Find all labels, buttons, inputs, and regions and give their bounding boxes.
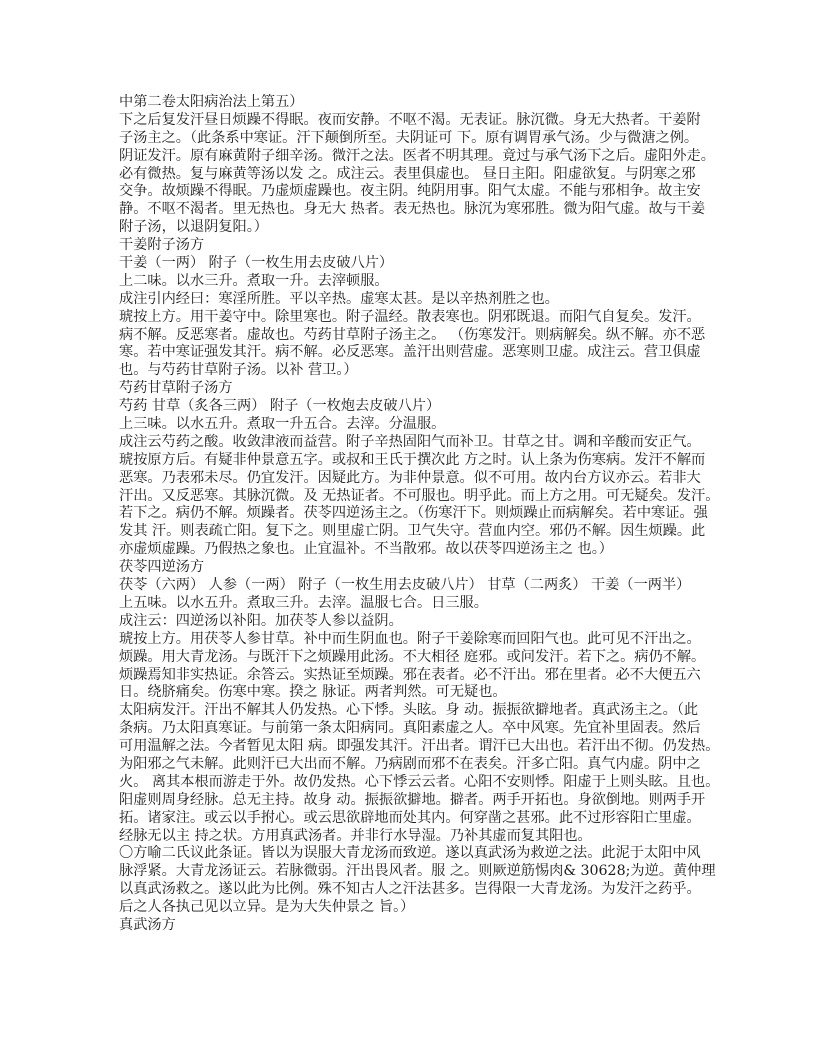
- text-line: 必有微热。复与麻黄等汤以发 之。成注云。表里俱虚也。 昼日主阳。阳虚欲复。与阴寒之邪: [119, 165, 696, 182]
- text-line: 经脉无以主 持之状。方用真武汤者。并非行水导湿。乃补其虚而复其阳也。: [119, 827, 592, 844]
- formula-title: [119, 935, 709, 953]
- text-line: 下之后复发汗昼日烦躁不得眠。夜而安静。不呕不渴。无表证。脉沉微。身无大热者。干姜附: [119, 111, 701, 128]
- ingredients-line: 芍药 甘草（炙各三两） 附子（一枚炮去皮破八片）: [119, 398, 441, 415]
- text-line: 烦躁。用大青龙汤。与既汗下之烦躁用此汤。不大相径 庭邪。或问发汗。若下之。病仍不解。: [119, 648, 706, 665]
- formula-title: 茯苓四逆汤方: [119, 559, 205, 576]
- text-line: 交争。故烦躁不得眠。乃虚烦虚躁也。夜主阴。纯阴用事。阳气太虚。不能与邪相争。故主安: [119, 183, 701, 200]
- text-line: 也。与芍药甘草附子汤。以补 营卫。）: [119, 362, 358, 379]
- text-line: 亦虚烦虚躁。乃假热之象也。止宜温补。不当散邪。故以茯苓四逆汤主之 也。）: [119, 541, 613, 558]
- text-line: 〇方喻二氏议此条证。皆以为误服大青龙汤而致逆。遂以真武汤为救逆之法。此泥于太阳中风: [119, 845, 701, 862]
- text-line: 成注云：四逆汤以补阳。加茯苓人参以益阴。: [119, 612, 403, 629]
- chapter-heading: 中第二卷太阳病治法上第五）: [119, 94, 304, 110]
- text-line: 烦躁焉知非实热证。余答云。实热证至烦躁。邪在表者。必不汗出。邪在里者。必不大便五六: [119, 666, 701, 683]
- text-line: 成注引内经曰：寒淫所胜。平以辛热。虚寒太甚。是以辛热剂胜之也。: [119, 290, 559, 307]
- text-line: 阳虚则周身经脉。总无主持。故身 动。振振欲擗地。擗者。两手开拓也。身欲倒地。则两手开: [119, 791, 706, 808]
- text-line: 恶寒。乃表邪未尽。仍宜发汗。因疑此方。为非仲景意。似不可用。故内台方议亦云。若非大: [119, 469, 701, 486]
- text-line: 若下之。病仍不解。烦躁者。茯苓四逆汤主之。（伤寒汗下。则烦躁止而病解矣。若中寒证。强: [119, 505, 708, 522]
- ingredients-line: 茯苓（六两） 人参（一两） 附子（一枚生用去皮破八片） 甘草（二两炙） 干姜（一两半）: [119, 577, 691, 594]
- text-line: 后之人各执己见以立异。是为大失仲景之 旨。）: [119, 899, 415, 916]
- text-line: 静。不呕不渴者。里无热也。身无大 热者。表无热也。脉沉为寒邪胜。微为阳气虚。故与干姜: [119, 201, 706, 218]
- text-line: 为阳邪之气未解。此则汗已大出而不解。乃病剧而邪不在表矣。汗多亡阳。真气内虚。阴中之: [119, 755, 701, 772]
- text-line: 日。绕脐痛矣。伤寒中寒。揆之 脉证。两者判然。可无疑也。: [119, 684, 507, 701]
- text-line: 可用温解之法。今者暂见太阳 病。即强发其汗。汗出者。谓汗已大出也。若汗出不彻。仍发热。: [119, 738, 720, 755]
- text-line: 上二味。以水三升。煮取一升。去滓顿服。: [119, 272, 389, 289]
- text-line: 上五味。以水五升。煮取三升。去滓。温服七合。日三服。: [119, 594, 488, 611]
- document-page: [119, 94, 720, 953]
- text-line: 琥按原方后。有疑非仲景意五字。或叔和王氏于撰次此 方之时。认上条为伤寒病。发汗不解而: [119, 451, 706, 468]
- formula-title: 干姜附子汤方: [119, 237, 205, 254]
- formula-title: 芍药甘草附子汤方: [119, 380, 233, 397]
- text-line: 琥按上方。用干姜守中。除里寒也。附子温经。散表寒也。阴邪既退。而阳气自复矣。发汗。: [119, 308, 701, 325]
- text-line: 汗出。又反恶寒。其脉沉微。及 无热证者。不可服也。明乎此。而上方之用。可无疑矣。发汗。: [119, 487, 720, 504]
- text-line: 琥按上方。用茯苓人参甘草。补中而生阴血也。附子干姜除寒而回阳气也。此可见不汗出之。: [119, 630, 701, 647]
- text-line: 真武汤方: [119, 916, 176, 933]
- text-line: 成注云芍药之酸。收敛津液而益营。附子辛热固阳气而补卫。甘草之甘。调和辛酸而安正气。: [119, 433, 701, 450]
- text-line: 病不解。反恶寒者。虚故也。芍药甘草附子汤主之。 （伤寒发汗。则病解矣。纵不解。亦不恶: [119, 326, 706, 343]
- text-line: 寒。若中寒证强发其汗。病不解。必反恶寒。盖汗出则营虚。恶寒则卫虚。成注云。营卫俱虚: [119, 344, 701, 361]
- text-line: 拓。诸家注。或云以手拊心。或云思欲辟地而处其内。何穿凿之甚邪。此不过形容阳亡里虚。: [119, 809, 701, 826]
- text-line: 阴证发汗。原有麻黄附子细辛汤。微汗之法。医者不明其理。竟过与承气汤下之后。虚阳外走。: [119, 147, 715, 164]
- text-line: 发其 汗。则表疏亡阳。复下之。则里虚亡阴。卫气失守。营血内空。邪仍不解。因生烦躁。此: [119, 523, 706, 540]
- ingredients-line: 干姜（一两） 附子（一枚生用去皮破八片）: [119, 255, 394, 272]
- text-line: 脉浮紧。大青龙汤证云。若脉微弱。汗出畏风者。服 之。则厥逆筋惕肉& 30628;为逆。黄仲理: [119, 863, 716, 880]
- text-line: 附子汤，以退阴复阳。）: [119, 219, 268, 236]
- text-line: 条病。乃太阳真寒证。与前第一条太阳病同。真阳素虚之人。卒中风寒。先宜补里固表。然后: [119, 720, 701, 737]
- text-line: 以真武汤救之。遂以此为比例。殊不知古人之汗法甚多。岂得限一大青龙汤。为发汗之药乎。: [119, 881, 701, 898]
- text-line: 子汤主之。（此条系中寒证。汗下颠倒所至。夫阴证可 下。原有调胃承气汤。少与微溏之例。: [119, 129, 699, 146]
- text-line: 火。 离其本根而游走于外。故仍发热。心下悸云云者。心阳不安则悸。阳虚于上则头眩。且也。: [119, 773, 720, 790]
- text-line: 上三味。以水五升。煮取一升五合。去滓。分温服。: [119, 416, 446, 433]
- text-line: 太阳病发汗。汗出不解其人仍发热。心下悸。头眩。身 动。振振欲擗地者。真武汤主之。（此: [119, 702, 699, 719]
